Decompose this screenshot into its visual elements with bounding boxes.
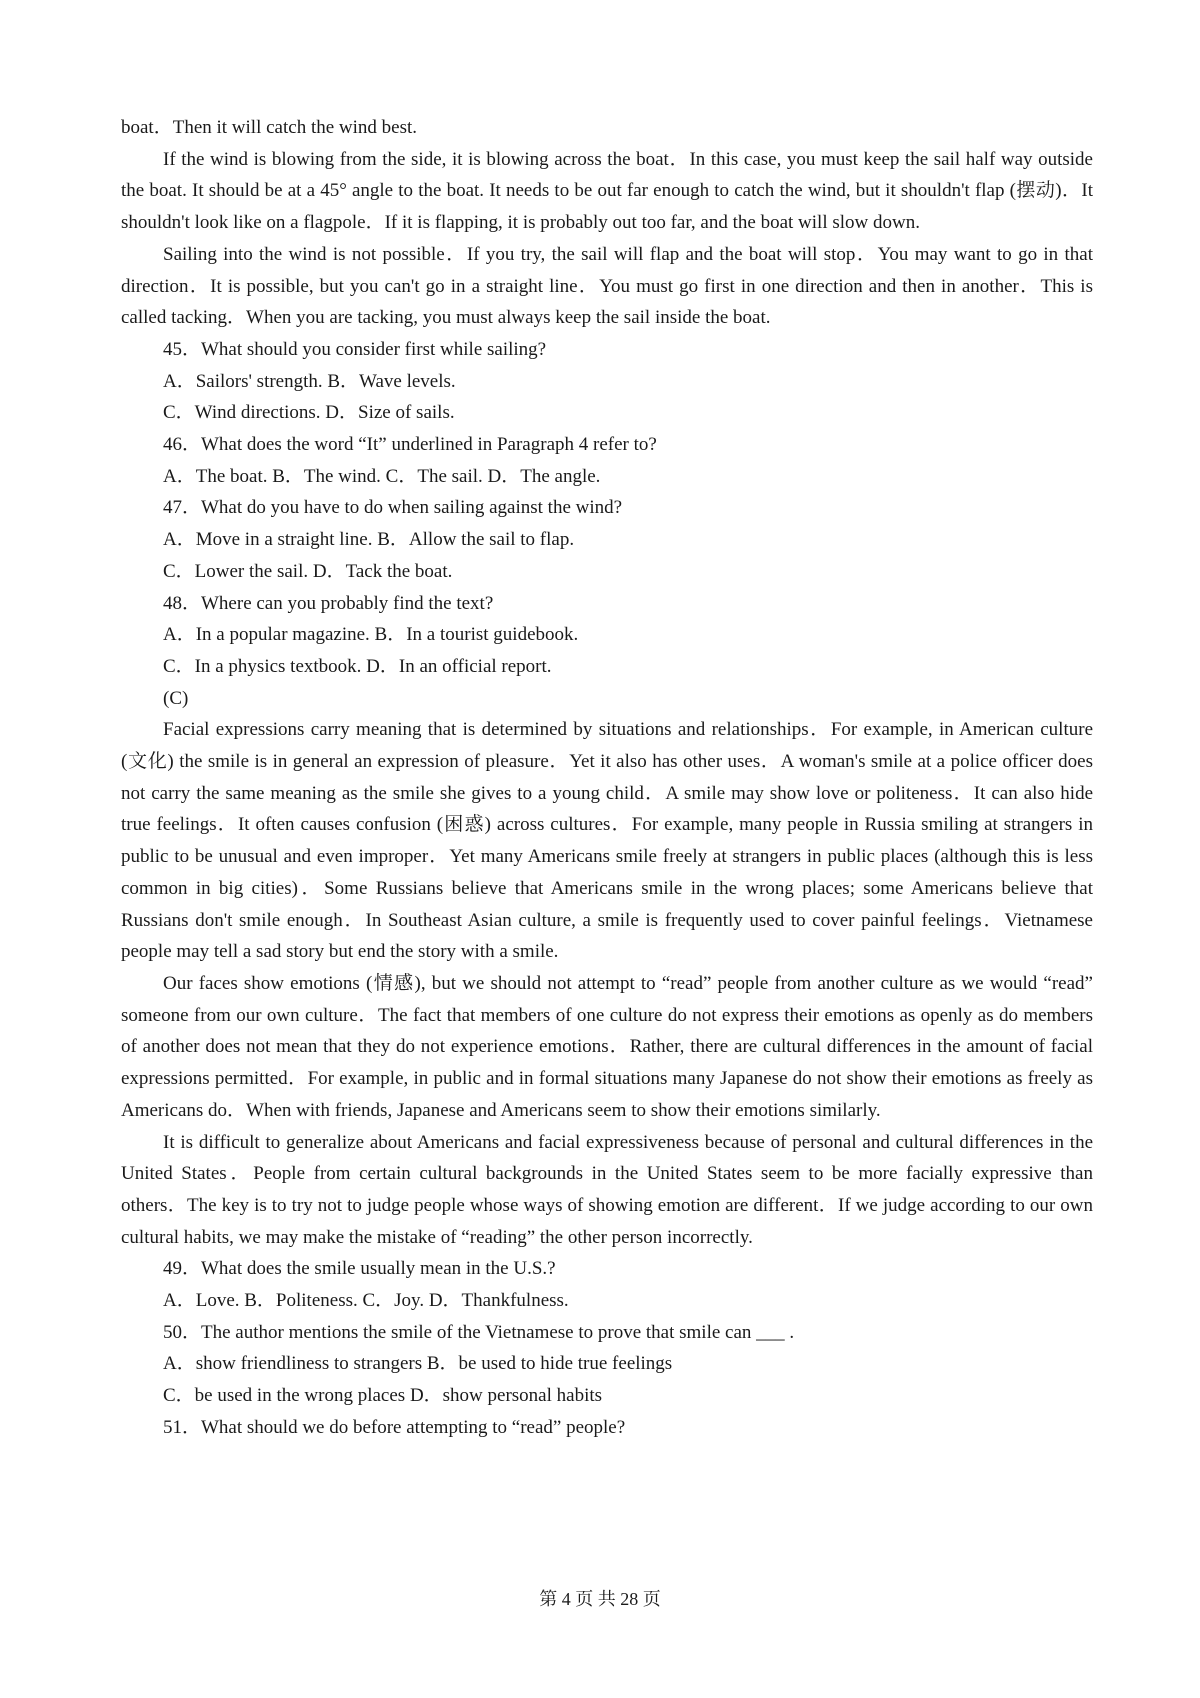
paragraph-faces-emotions: Our faces show emotions (情感), but we should not attempt to “read” people from another culture as we would “read” someone from our own culture．The fact that members of one culture do not express their emotions as openly as do members of another does not mean that they do not experience emotions．Rather, there are cultural differences in the amount of facial expressions permitted．For example, in public and in formal situations many Japanese do not show their emotions as freely as Americans do．When with friends, Japanese and Americans seem to show their emotions similarly. (121, 972, 1093, 1121)
passage-b-continuation: boat．Then it will catch the wind best. (121, 117, 418, 138)
question-50-options-2: C．be used in the wrong places D．show personal habits (163, 1385, 603, 1407)
page-content (121, 112, 1093, 1444)
question-48: 48．Where can you probably find the text? (163, 592, 494, 614)
question-48-options-1: A．In a popular magazine. B．In a tourist guidebook. (163, 624, 579, 646)
question-47: 47．What do you have to do when sailing against the wind? (163, 497, 623, 519)
question-46: 46．What does the word “It” underlined in Paragraph 4 refer to? (163, 434, 657, 456)
question-50: 50．The author mentions the smile of the Vietnamese to prove that smile can ___ . (163, 1321, 795, 1343)
paragraph-facial-expressions: Facial expressions carry meaning that is determined by situations and relationships．For example, in American culture (文化) the smile is in general an expression of pleasure．Yet it also has other uses．A woman's smile at a police officer does not carry the same meaning as the smile she gives to a young child．A smile may show love or politeness．It can also hide true feelings．It often causes confusion (困惑) across cultures．For example, many people in Russia smiling at strangers in public to be unusual and even improper．Yet many Americans smile freely at strangers in public places (although this is less common in big cities)．Some Russians believe that Americans smile in the wrong places; some Americans believe that Russians don't smile enough．In Southeast Asian culture, a smile is frequently used to cover painful feelings．Vietnamese people may tell a sad story but end the story with a smile. (121, 719, 1093, 963)
paragraph-generalize: It is difficult to generalize about Americans and facial expressiveness because of personal and cultural differences in the United States．People from certain cultural backgrounds in the United States seem to be more facially expressive than others．The key is to try not to judge people whose ways of showing emotion are different．If we judge according to our own cultural habits, we may make the mistake of “reading” the other person incorrectly. (121, 1131, 1093, 1248)
question-47-options-1: A．Move in a straight line. B．Allow the sail to flap. (163, 529, 575, 551)
question-45: 45．What should you consider first while sailing? (163, 338, 547, 360)
question-45-options-1: A．Sailors' strength. B．Wave levels. (163, 370, 456, 392)
question-47-options-2: C．Lower the sail. D．Tack the boat. (163, 560, 453, 582)
paragraph-wind-into: Sailing into the wind is not possible．If you try, the sail will flap and the boat will stop．You may want to go in that direction．It is possible, but you can't go in a straight line．You must go first in one direction and then in another．This is called tacking．When you are tacking, you must always keep the sail inside the boat. (121, 243, 1093, 329)
paragraph-wind-side: If the wind is blowing from the side, it is blowing across the boat．In this case, you must keep the sail half way outside the boat. It should be at a 45° angle to the boat. It needs to be out far enough to catch the wind, but it shouldn't flap (摆动)．It shouldn't look like on a flagpole．If it is flapping, it is probably out too far, and the boat will slow down. (121, 148, 1093, 234)
question-49: 49．What does the smile usually mean in the U.S.? (163, 1258, 556, 1280)
question-50-options-1: A．show friendliness to strangers B．be used to hide true feelings (163, 1353, 673, 1375)
question-49-options: A．Love. B．Politeness. C．Joy. D．Thankfulness. (163, 1290, 569, 1312)
question-46-options: A．The boat. B．The wind. C．The sail. D．The angle. (163, 465, 601, 487)
question-48-options-2: C．In a physics textbook. D．In an official report. (163, 655, 552, 677)
section-c-label: (C) (163, 687, 189, 709)
question-51: 51．What should we do before attempting to “read” people? (163, 1416, 626, 1438)
page-footer: 第 4 页 共 28 页 (539, 1589, 661, 1609)
question-45-options-2: C．Wind directions. D．Size of sails. (163, 402, 455, 424)
